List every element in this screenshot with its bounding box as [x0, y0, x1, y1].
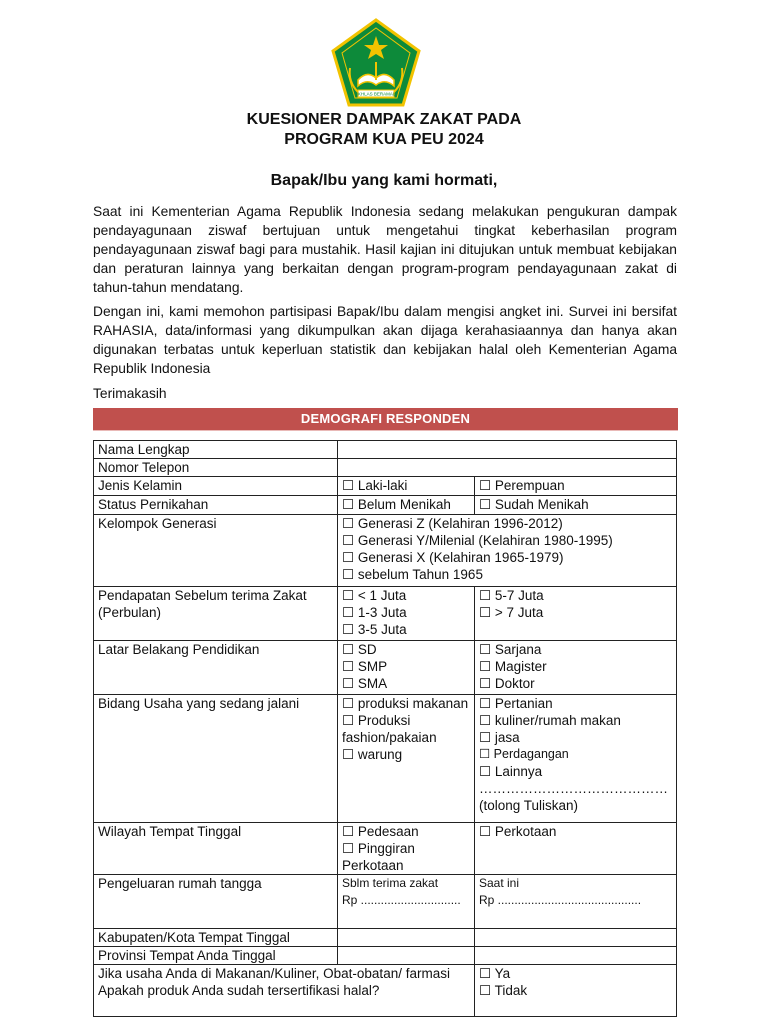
region-urban-checkbox[interactable]: ☐ Perkotaan: [479, 824, 557, 839]
income-1-3-checkbox[interactable]: ☐ 1-3 Juta: [342, 605, 407, 620]
business-options-col1: [338, 695, 475, 823]
field-label: Pengeluaran rumah tangga: [94, 875, 338, 929]
kemenag-logo: [330, 18, 422, 110]
expense-current: [475, 875, 677, 929]
region-suburban-checkbox[interactable]: ☐ Pinggiran Perkotaan: [342, 841, 415, 873]
province-input-extra[interactable]: [475, 947, 677, 965]
field-label: Jika usaha Anda di Makanan/Kuliner, Obat-obatan/ farmasi Apakah produk Anda sudah tersertifikasi halal?: [94, 965, 475, 1017]
province-input[interactable]: [338, 947, 475, 965]
region-options-col2: [475, 823, 677, 875]
table-row: [94, 441, 677, 459]
expense-before-label: Sblm terima zakat: [342, 876, 439, 890]
status-married-checkbox[interactable]: ☐ Sudah Menikah: [475, 496, 677, 515]
name-input[interactable]: [338, 441, 677, 459]
business-warung-checkbox[interactable]: ☐ warung: [342, 747, 403, 762]
region-options-col1: [338, 823, 475, 875]
closing-text: Terimakasih: [93, 386, 167, 401]
income-options-col1: [338, 587, 475, 641]
table-row: [94, 515, 677, 587]
generation-y-checkbox[interactable]: ☐ Generasi Y/Milenial (Kelahiran 1980-1995): [342, 533, 613, 548]
generation-pre1965-checkbox[interactable]: ☐ sebelum Tahun 1965: [342, 567, 483, 582]
education-sma-checkbox[interactable]: ☐ SMA: [342, 676, 388, 691]
phone-input[interactable]: [338, 459, 677, 477]
intro-paragraph-1: Saat ini Kementerian Agama Republik Indonesia sedang melakukan pengukuran dampak pendayagunaan ziswaf bertujuan untuk mengetahui tingkat keberhasilan program pendayagunaan ziswaf bagi para mustahik. Hasil kajian ini ditujukan untuk membuat kebijakan dan peraturan lainnya yang berkaitan dengan program-program pendayagunaan zakat di tahun-tahun mendatang.: [93, 204, 677, 295]
expense-before-zakat: [338, 875, 475, 929]
kemenag-emblem-icon: [330, 18, 422, 110]
title-line-2: PROGRAM KUA PEU 2024: [284, 131, 484, 148]
intro-paragraph-2: Dengan ini, kami memohon partisipasi Bapak/Ibu dalam mengisi angket ini. Survei ini bersifat RAHASIA, data/informasi yang dikumpulkan akan dijaga kerahasiaannya dan hanya akan digunakan terbatas untuk keperluan statistik dan kebijakan halal oleh Kementerian Agama Republik Indonesia: [93, 304, 677, 376]
table-row: [94, 875, 677, 929]
education-options-col1: [338, 641, 475, 695]
generation-x-checkbox[interactable]: ☐ Generasi X (Kelahiran 1965-1979): [342, 550, 564, 565]
income-over-7-checkbox[interactable]: ☐ > 7 Juta: [479, 605, 544, 620]
table-row: [94, 459, 677, 477]
regency-input[interactable]: [338, 929, 475, 947]
status-single-checkbox[interactable]: ☐ Belum Menikah: [338, 496, 475, 515]
table-row: [94, 477, 677, 496]
table-row: [94, 695, 677, 823]
business-trade-checkbox[interactable]: ☐ Perdagangan: [479, 747, 569, 761]
title-line-1: KUESIONER DAMPAK ZAKAT PADA: [246, 111, 522, 128]
table-row: [94, 641, 677, 695]
education-sarjana-checkbox[interactable]: ☐ Sarjana: [479, 642, 542, 657]
table-row: [94, 929, 677, 947]
field-label: Latar Belakang Pendidikan: [94, 641, 338, 695]
field-label: Jenis Kelamin: [94, 477, 338, 496]
section-header: DEMOGRAFI RESPONDEN: [93, 408, 678, 430]
business-other-input[interactable]: ……………………………………: [479, 781, 668, 796]
table-row: [94, 496, 677, 515]
expense-current-label: Saat ini: [479, 876, 520, 890]
halal-yes-checkbox[interactable]: ☐ Ya: [479, 966, 511, 981]
page-title: [0, 110, 768, 150]
business-agriculture-checkbox[interactable]: ☐ Pertanian: [479, 696, 553, 711]
field-label: Bidang Usaha yang sedang jalani: [94, 695, 338, 823]
greeting: Bapak/Ibu yang kami hormati,: [270, 172, 498, 189]
expense-before-input[interactable]: Rp ..............................: [342, 893, 461, 907]
field-label: Provinsi Tempat Anda Tinggal: [94, 947, 338, 965]
business-options-col2: [475, 695, 677, 823]
field-label: Nama Lengkap: [94, 441, 338, 459]
business-services-checkbox[interactable]: ☐ jasa: [479, 730, 520, 745]
income-3-5-checkbox[interactable]: ☐ 3-5 Juta: [342, 622, 407, 637]
field-label: Pendapatan Sebelum terima Zakat (Perbulan): [94, 587, 338, 641]
demographics-table: [93, 440, 677, 1017]
table-row: [94, 823, 677, 875]
field-label: Kabupaten/Kota Tempat Tinggal: [94, 929, 338, 947]
field-label: Wilayah Tempat Tinggal: [94, 823, 338, 875]
education-doktor-checkbox[interactable]: ☐ Doktor: [479, 676, 535, 691]
gender-male-checkbox[interactable]: ☐ Laki-laki: [338, 477, 475, 496]
business-other-hint: (tolong Tuliskan): [479, 798, 579, 813]
table-row: [94, 947, 677, 965]
table-row: [94, 587, 677, 641]
table-row: [94, 965, 677, 1017]
business-culinary-checkbox[interactable]: ☐ kuliner/rumah makan: [479, 713, 621, 728]
field-label: Status Pernikahan: [94, 496, 338, 515]
education-sd-checkbox[interactable]: ☐ SD: [342, 642, 377, 657]
field-label: Kelompok Generasi: [94, 515, 338, 587]
generation-options: [338, 515, 677, 587]
education-smp-checkbox[interactable]: ☐ SMP: [342, 659, 388, 674]
regency-input-extra[interactable]: [475, 929, 677, 947]
education-options-col2: [475, 641, 677, 695]
business-fashion-production-checkbox[interactable]: ☐ Produksi fashion/pakaian: [342, 713, 437, 745]
generation-z-checkbox[interactable]: ☐ Generasi Z (Kelahiran 1996-2012): [342, 516, 563, 531]
region-rural-checkbox[interactable]: ☐ Pedesaan: [342, 824, 419, 839]
field-label: Nomor Telepon: [94, 459, 338, 477]
income-options-col2: [475, 587, 677, 641]
income-under-1-checkbox[interactable]: ☐ < 1 Juta: [342, 588, 407, 603]
business-food-production-checkbox[interactable]: ☐ produksi makanan: [342, 696, 469, 711]
education-magister-checkbox[interactable]: ☐ Magister: [479, 659, 547, 674]
expense-current-input[interactable]: Rp ...........................................: [479, 893, 642, 907]
halal-no-checkbox[interactable]: ☐ Tidak: [479, 983, 528, 998]
gender-female-checkbox[interactable]: ☐ Perempuan: [475, 477, 677, 496]
svg-text:IKHLAS BERAMAL: IKHLAS BERAMAL: [356, 91, 396, 97]
income-5-7-checkbox[interactable]: ☐ 5-7 Juta: [479, 588, 544, 603]
halal-options: [475, 965, 677, 1017]
business-other-checkbox[interactable]: ☐ Lainnya: [479, 764, 543, 779]
